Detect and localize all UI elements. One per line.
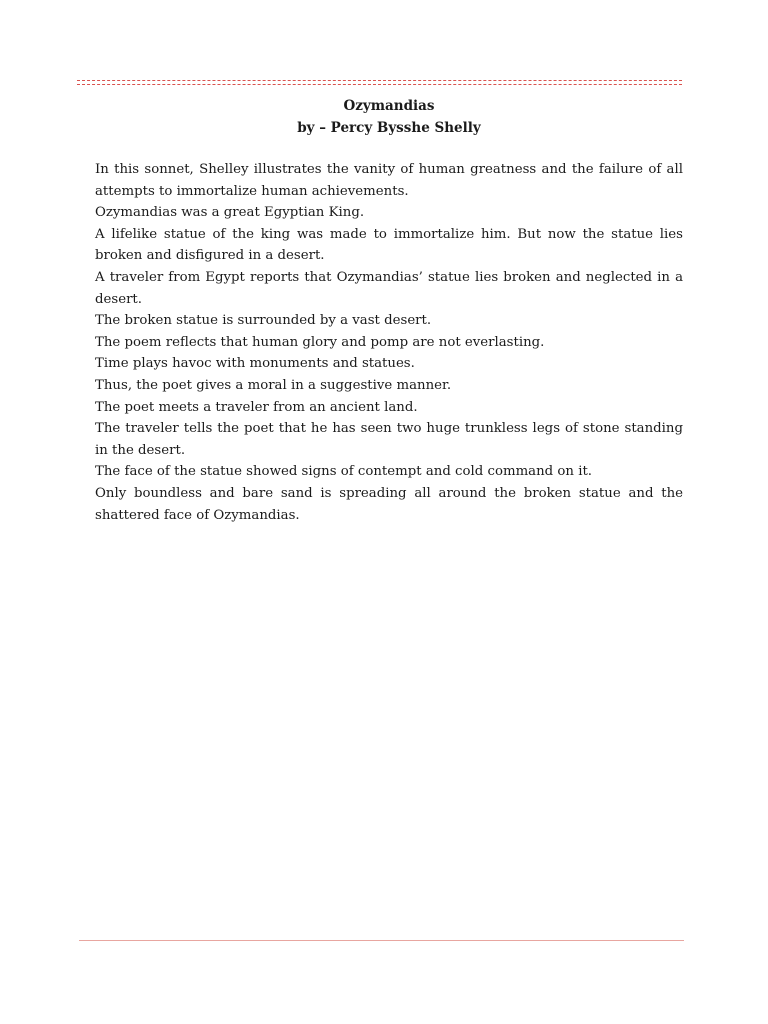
footer-divider (79, 940, 684, 941)
paragraph: A traveler from Egypt reports that Ozymandias’ statue lies broken and neglected in a desert. (95, 269, 683, 307)
paragraph: In this sonnet, Shelley illustrates the vanity of human greatness and the failure of all attempts to immortalize human achievements. (95, 162, 683, 199)
document-byline: by – Percy Bysshe Shelly (297, 119, 481, 136)
paragraph: The broken statue is surrounded by a vast desert. (95, 313, 432, 329)
paragraph: Time plays havoc with monuments and statues. (95, 356, 415, 372)
title-block (95, 96, 683, 139)
paragraph: Ozymandias was a great Egyptian King. (95, 205, 365, 221)
paragraph: A lifelike statue of the king was made to immortalize him. But now the statue lies broken and disfigured in a desert. (95, 226, 683, 264)
paragraph: The poem reflects that human glory and pomp are not everlasting. (95, 334, 545, 350)
header-divider (77, 80, 682, 85)
paragraph: The poet meets a traveler from an ancient land. (95, 399, 418, 415)
paragraph: The face of the statue showed signs of contempt and cold command on it. (95, 464, 593, 480)
document-body (95, 159, 683, 526)
document-title: Ozymandias (343, 98, 435, 114)
paragraph: Only boundless and bare sand is spreading all around the broken statue and the shattered face of Ozymandias. (95, 485, 683, 523)
paragraph: The traveler tells the poet that he has seen two huge trunkless legs of stone standing in the desert. (95, 421, 683, 458)
paragraph: Thus, the poet gives a moral in a suggestive manner. (95, 377, 452, 393)
